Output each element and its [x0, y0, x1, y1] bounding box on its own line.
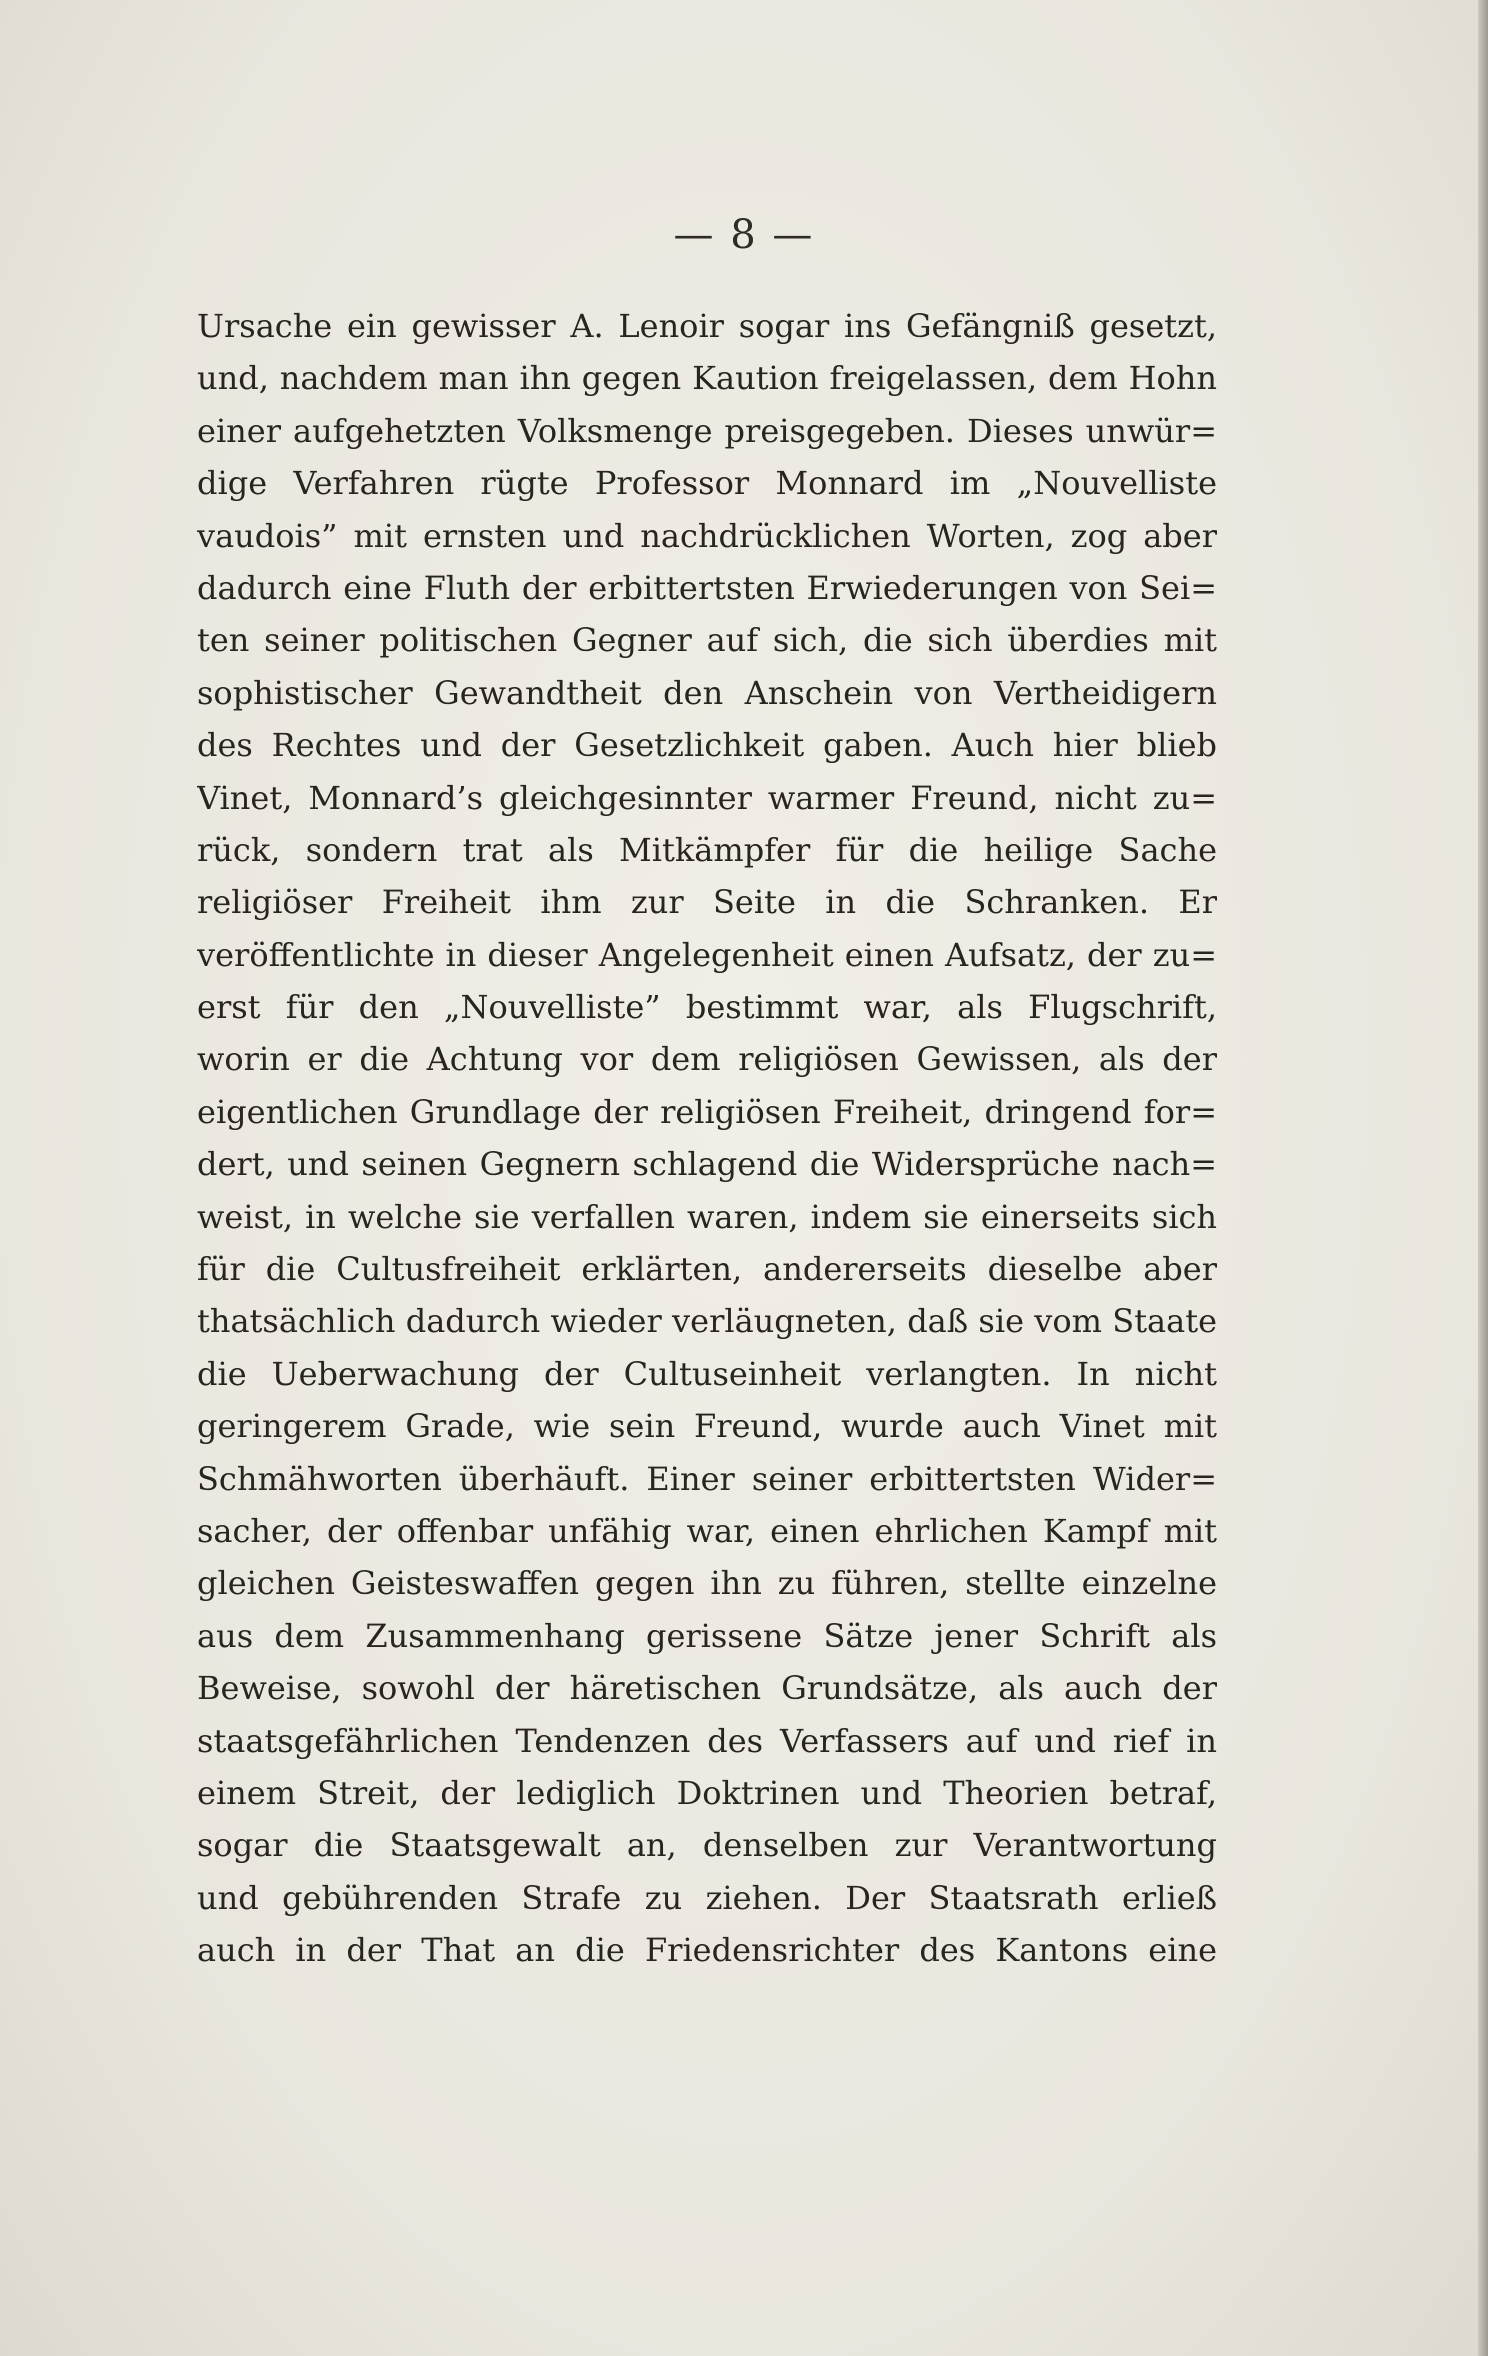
- text-line: aus dem Zusammenhang gerissene Sätze jener Schrift als: [197, 1616, 1217, 1655]
- text-line: dadurch eine Fluth der erbittertsten Erwiederungen von Sei=: [197, 568, 1217, 607]
- text-line: des Rechtes und der Gesetzlichkeit gaben. Auch hier blieb: [197, 726, 1217, 765]
- text-line: und, nachdem man ihn gegen Kaution freigelassen, dem Hohn: [197, 359, 1217, 398]
- text-line: Ursache ein gewisser A. Lenoir sogar ins Gefängniß gesetzt,: [197, 307, 1217, 345]
- text-line: sogar die Staatsgewalt an, denselben zur Verantwortung: [197, 1826, 1217, 1865]
- page-number: — 8 —: [673, 212, 815, 258]
- text-line: ten seiner politischen Gegner auf sich, die sich überdies mit: [197, 621, 1217, 660]
- text-line: dige Verfahren rügte Professor Monnard im „Nouvelliste: [197, 464, 1217, 503]
- text-line: staatsgefährlichen Tendenzen des Verfassers auf und rief in: [197, 1721, 1217, 1760]
- text-line: Schmähworten überhäuft. Einer seiner erbittertsten Wider=: [197, 1459, 1217, 1498]
- text-line: erst für den „Nouvelliste” bestimmt war, als Flugschrift,: [197, 988, 1217, 1027]
- text-line: thatsächlich dadurch wieder verläugneten, daß sie vom Staate: [197, 1302, 1217, 1341]
- text-line: religiöser Freiheit ihm zur Seite in die Schranken. Er: [197, 883, 1217, 922]
- text-line: sophistischer Gewandtheit den Anschein von Vertheidigern: [197, 673, 1217, 712]
- text-line: eigentlichen Grundlage der religiösen Freiheit, dringend for=: [197, 1092, 1217, 1131]
- text-line: sacher, der offenbar unfähig war, einen ehrlichen Kampf mit: [197, 1511, 1217, 1550]
- text-line: die Ueberwachung der Cultuseinheit verlangten. In nicht: [197, 1354, 1217, 1393]
- text-line: gleichen Geisteswaffen gegen ihn zu führen, stellte einzelne: [197, 1564, 1217, 1603]
- text-line: für die Cultusfreiheit erklärten, andererseits dieselbe aber: [197, 1250, 1217, 1289]
- text-line: und gebührenden Strafe zu ziehen. Der Staatsrath erließ: [197, 1878, 1217, 1917]
- text-line: einem Streit, der lediglich Doktrinen und Theorien betraf,: [197, 1773, 1217, 1812]
- text-line: Vinet, Monnard’s gleichgesinnter warmer Freund, nicht zu=: [197, 778, 1217, 817]
- body-text: [197, 300, 1217, 1977]
- text-line: geringerem Grade, wie sein Freund, wurde auch Vinet mit: [197, 1407, 1217, 1446]
- text-line: dert, und seinen Gegnern schlagend die Widersprüche nach=: [197, 1145, 1217, 1184]
- text-line: einer aufgehetzten Volksmenge preisgegeben. Dieses unwür=: [197, 411, 1217, 450]
- text-line: Beweise, sowohl der häretischen Grundsätze, als auch der: [197, 1669, 1217, 1708]
- text-line: rück, sondern trat als Mitkämpfer für die heilige Sache: [197, 830, 1217, 869]
- text-line: auch in der That an die Friedensrichter des Kantons eine: [197, 1931, 1217, 1970]
- text-line: vaudois” mit ernsten und nachdrücklichen Worten, zog aber: [197, 516, 1217, 555]
- page-edge-shadow: [1478, 0, 1488, 2356]
- text-line: worin er die Achtung vor dem religiösen Gewissen, als der: [197, 1040, 1217, 1079]
- text-line: weist, in welche sie verfallen waren, indem sie einerseits sich: [197, 1197, 1217, 1236]
- text-line: veröffentlichte in dieser Angelegenheit einen Aufsatz, der zu=: [197, 935, 1217, 974]
